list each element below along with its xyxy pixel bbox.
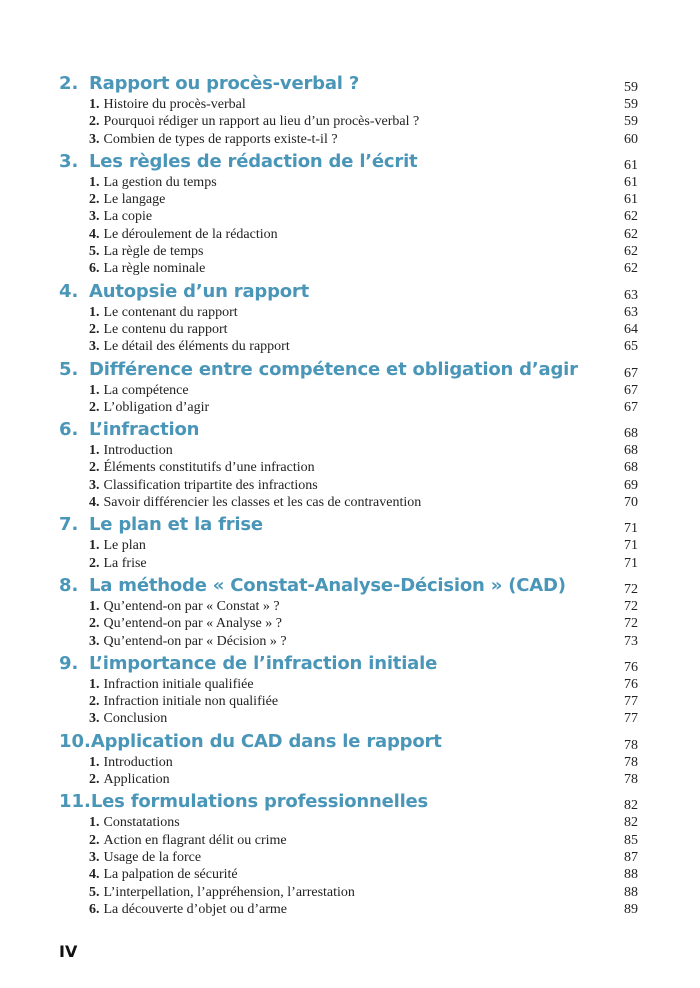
section-title: Les règles de rédaction de l’écrit <box>89 150 418 172</box>
entry-number: 2. <box>89 321 100 337</box>
toc-entry[interactable] <box>59 227 638 244</box>
toc-entry-label <box>89 694 278 710</box>
toc-entry-label <box>89 322 228 338</box>
entry-number: 5. <box>89 884 100 900</box>
entry-number: 1. <box>89 382 100 398</box>
entry-number: 3. <box>89 477 100 493</box>
toc-section-heading-left <box>59 151 417 172</box>
entry-title: La palpation de sécurité <box>103 867 238 883</box>
toc-entry-label <box>89 711 167 727</box>
toc-entry[interactable] <box>59 443 638 460</box>
entry-page-number: 77 <box>624 711 638 727</box>
entry-page-number: 67 <box>624 382 638 398</box>
section-page-number: 78 <box>624 737 638 753</box>
entry-title: Infraction initiale non qualifiée <box>103 694 279 710</box>
entry-title: Pourquoi rédiger un rapport au lieu d’un procès-verbal ? <box>103 114 420 130</box>
toc-section-heading-left <box>59 419 199 440</box>
entry-title: Savoir différencier les classes et les cas de contravention <box>103 495 422 511</box>
toc-section-heading[interactable] <box>59 653 638 677</box>
entry-title: La frise <box>103 555 147 571</box>
toc-section <box>59 73 638 149</box>
entry-title: Infraction initiale qualifiée <box>103 676 254 692</box>
entry-number: 3. <box>89 849 100 865</box>
toc-entry[interactable] <box>59 175 638 192</box>
section-number: 10. <box>59 730 91 752</box>
toc-entry-label <box>89 97 246 113</box>
section-number: 8. <box>59 574 79 596</box>
section-number: 11. <box>59 791 91 813</box>
toc-section-heading[interactable] <box>59 151 638 175</box>
entry-title: Éléments constitutifs d’une infraction <box>103 460 315 476</box>
entry-number: 2. <box>89 399 100 415</box>
section-number: 5. <box>59 358 79 380</box>
toc-entry-label <box>89 755 173 771</box>
entry-number: 2. <box>89 832 100 848</box>
toc-section-heading-left <box>59 73 359 94</box>
section-page-number: 82 <box>624 798 638 814</box>
section-page-number: 72 <box>624 581 638 597</box>
toc-entry-label <box>89 677 254 693</box>
entry-number: 2. <box>89 192 100 208</box>
toc-section <box>59 359 638 418</box>
toc-entry[interactable] <box>59 192 638 209</box>
toc-entry-label <box>89 383 189 399</box>
toc-entry-label <box>89 815 180 831</box>
entry-title: Application <box>103 772 170 788</box>
entry-number: 4. <box>89 867 100 883</box>
section-title: Autopsie d’un rapport <box>89 280 310 302</box>
entry-number: 1. <box>89 443 100 459</box>
section-title: Le plan et la frise <box>89 514 263 536</box>
toc-entry[interactable] <box>59 815 638 832</box>
entry-page-number: 88 <box>624 884 638 900</box>
entry-number: 2. <box>89 772 100 788</box>
toc-section <box>59 791 638 919</box>
toc-entry[interactable] <box>59 383 638 400</box>
entry-page-number: 62 <box>624 261 638 277</box>
entry-title: La règle de temps <box>103 244 204 260</box>
entry-number: 2. <box>89 114 100 130</box>
toc-section <box>59 151 638 279</box>
toc-section <box>59 514 638 573</box>
entry-page-number: 71 <box>624 538 638 554</box>
entry-page-number: 89 <box>624 901 638 917</box>
entry-page-number: 72 <box>624 616 638 632</box>
toc-entry-label <box>89 902 287 918</box>
toc-section-heading[interactable] <box>59 575 638 599</box>
toc-section-heading-left <box>59 731 442 752</box>
entry-number: 3. <box>89 633 100 649</box>
section-title: Les formulations professionnelles <box>90 791 429 813</box>
section-number: 9. <box>59 652 79 674</box>
section-title: Rapport ou procès-verbal ? <box>89 73 360 94</box>
entry-page-number: 78 <box>624 772 638 788</box>
entry-number: 1. <box>89 538 100 554</box>
entry-page-number: 64 <box>624 321 638 337</box>
toc-entry[interactable] <box>59 867 638 884</box>
toc-entry[interactable] <box>59 244 638 261</box>
entry-page-number: 68 <box>624 443 638 459</box>
toc-entry[interactable] <box>59 599 638 616</box>
toc-entry[interactable] <box>59 97 638 114</box>
toc-entry[interactable] <box>59 305 638 322</box>
entry-title: L’interpellation, l’appréhension, l’arrestation <box>103 884 355 900</box>
table-of-contents <box>59 71 638 919</box>
toc-entry-label <box>89 443 173 459</box>
toc-section <box>59 653 638 729</box>
entry-title: Le langage <box>103 192 166 208</box>
entry-title: L’obligation d’agir <box>103 399 210 415</box>
toc-entry-label <box>89 227 278 243</box>
toc-entry[interactable] <box>59 261 638 278</box>
entry-page-number: 88 <box>624 867 638 883</box>
section-page-number: 59 <box>624 80 638 95</box>
entry-number: 2. <box>89 616 100 632</box>
entry-page-number: 73 <box>624 633 638 649</box>
entry-page-number: 63 <box>624 304 638 320</box>
toc-entry[interactable] <box>59 495 638 512</box>
section-number: 3. <box>59 150 79 172</box>
toc-entry-label <box>89 850 201 866</box>
toc-entry[interactable] <box>59 833 638 850</box>
toc-entry[interactable] <box>59 885 638 902</box>
toc-entry[interactable] <box>59 114 638 131</box>
toc-section-heading-left <box>59 791 428 812</box>
toc-entry-label <box>89 867 238 883</box>
toc-section <box>59 281 638 357</box>
toc-entry-label <box>89 634 287 650</box>
entry-title: Le contenu du rapport <box>103 321 228 337</box>
entry-number: 4. <box>89 495 100 511</box>
entry-title: Histoire du procès-verbal <box>103 97 246 112</box>
entry-title: Constatations <box>103 815 180 831</box>
toc-entry-label <box>89 478 318 494</box>
entry-title: Qu’entend-on par « Constat » ? <box>103 598 280 614</box>
toc-section-heading-left <box>59 653 437 674</box>
toc-entry[interactable] <box>59 711 638 728</box>
toc-entry[interactable] <box>59 755 638 772</box>
entry-title: Combien de types de rapports existe-t-il ? <box>103 131 338 147</box>
entry-page-number: 76 <box>624 676 638 692</box>
entry-page-number: 69 <box>624 477 638 493</box>
toc-section <box>59 575 638 651</box>
toc-entry-label <box>89 599 280 615</box>
toc-entry-label <box>89 772 170 788</box>
section-page-number: 71 <box>624 521 638 537</box>
toc-section-heading-left <box>59 575 566 596</box>
entry-number: 1. <box>89 598 100 614</box>
entry-number: 4. <box>89 226 100 242</box>
entry-title: Le plan <box>103 538 146 554</box>
section-page-number: 76 <box>624 659 638 675</box>
page-number: IV <box>59 942 78 961</box>
toc-entry[interactable] <box>59 902 638 919</box>
entry-page-number: 68 <box>624 460 638 476</box>
section-title: Application du CAD dans le rapport <box>90 730 442 752</box>
toc-section-heading[interactable] <box>59 359 638 383</box>
section-number: 2. <box>59 73 79 94</box>
entry-page-number: 72 <box>624 598 638 614</box>
entry-page-number: 78 <box>624 754 638 770</box>
entry-title: Qu’entend-on par « Analyse » ? <box>103 616 282 632</box>
entry-page-number: 77 <box>624 694 638 710</box>
toc-entry-label <box>89 833 287 849</box>
entry-title: Conclusion <box>103 711 168 727</box>
entry-number: 1. <box>89 676 100 692</box>
section-page-number: 67 <box>624 365 638 381</box>
toc-section-heading[interactable] <box>59 514 638 538</box>
entry-number: 6. <box>89 901 100 917</box>
entry-number: 2. <box>89 460 100 476</box>
toc-entry-label <box>89 305 238 321</box>
entry-title: Le déroulement de la rédaction <box>103 226 278 242</box>
toc-section-heading-left <box>59 514 263 535</box>
toc-entry-label <box>89 261 205 277</box>
entry-number: 3. <box>89 131 100 147</box>
toc-section-heading[interactable] <box>59 419 638 443</box>
entry-page-number: 61 <box>624 174 638 190</box>
toc-entry-label <box>89 175 217 191</box>
section-number: 7. <box>59 514 79 536</box>
entry-page-number: 62 <box>624 244 638 260</box>
toc-entry[interactable] <box>59 634 638 651</box>
section-title: La méthode « Constat-Analyse-Décision » (CAD) <box>89 574 566 596</box>
entry-number: 3. <box>89 209 100 225</box>
toc-entry-label <box>89 495 421 511</box>
entry-page-number: 82 <box>624 815 638 831</box>
toc-entry[interactable] <box>59 132 638 149</box>
toc-entry-label <box>89 460 315 476</box>
entry-page-number: 60 <box>624 131 638 147</box>
toc-section-heading[interactable] <box>59 281 638 305</box>
entry-number: 1. <box>89 97 100 112</box>
entry-title: Qu’entend-on par « Décision » ? <box>103 633 287 649</box>
entry-number: 3. <box>89 711 100 727</box>
entry-title: Le détail des éléments du rapport <box>103 339 290 355</box>
section-title: Différence entre compétence et obligation d’agir <box>89 358 578 380</box>
section-number: 4. <box>59 280 79 302</box>
toc-entry-label <box>89 538 146 554</box>
entry-number: 2. <box>89 694 100 710</box>
entry-number: 1. <box>89 815 100 831</box>
toc-entry-label <box>89 885 355 901</box>
toc-entry-label <box>89 556 147 572</box>
section-number: 6. <box>59 419 79 441</box>
entry-page-number: 71 <box>624 555 638 571</box>
entry-page-number: 87 <box>624 849 638 865</box>
entry-page-number: 65 <box>624 339 638 355</box>
entry-number: 1. <box>89 304 100 320</box>
toc-entry[interactable] <box>59 694 638 711</box>
toc-section-heading[interactable] <box>59 73 638 97</box>
entry-title: Classification tripartite des infractions <box>103 477 318 493</box>
section-page-number: 61 <box>624 157 638 173</box>
entry-title: La copie <box>103 209 153 225</box>
toc-entry-label <box>89 339 290 355</box>
section-page-number: 63 <box>624 287 638 303</box>
entry-number: 5. <box>89 244 100 260</box>
entry-title: Introduction <box>103 754 173 770</box>
toc-entry[interactable] <box>59 322 638 339</box>
toc-entry-label <box>89 400 209 416</box>
toc-entry[interactable] <box>59 400 638 417</box>
toc-entry-label <box>89 616 282 632</box>
entry-number: 1. <box>89 754 100 770</box>
entry-title: La découverte d’objet ou d’arme <box>103 901 287 917</box>
toc-entry[interactable] <box>59 478 638 495</box>
section-title: L’infraction <box>89 419 200 441</box>
toc-entry-label <box>89 132 338 148</box>
entry-page-number: 62 <box>624 209 638 225</box>
toc-entry[interactable] <box>59 538 638 555</box>
toc-entry[interactable] <box>59 460 638 477</box>
entry-title: La compétence <box>103 382 189 398</box>
toc-entry[interactable] <box>59 339 638 356</box>
entry-title: Le contenant du rapport <box>103 304 238 320</box>
entry-number: 1. <box>89 174 100 190</box>
toc-entry[interactable] <box>59 209 638 226</box>
toc-entry[interactable] <box>59 772 638 789</box>
entry-number: 2. <box>89 555 100 571</box>
section-title: L’importance de l’infraction initiale <box>89 652 438 674</box>
entry-page-number: 59 <box>624 114 638 130</box>
toc-section-heading-left <box>59 359 578 380</box>
entry-page-number: 61 <box>624 192 638 208</box>
toc-entry[interactable] <box>59 556 638 573</box>
entry-title: Introduction <box>103 443 173 459</box>
toc-entry[interactable] <box>59 616 638 633</box>
entry-title: La gestion du temps <box>103 174 217 190</box>
entry-title: Usage de la force <box>103 849 202 865</box>
toc-entry-label <box>89 244 203 260</box>
entry-page-number: 85 <box>624 832 638 848</box>
section-page-number: 68 <box>624 426 638 442</box>
entry-title: La règle nominale <box>103 261 206 277</box>
entry-number: 6. <box>89 261 100 277</box>
toc-entry-label <box>89 114 419 130</box>
toc-section-heading[interactable] <box>59 791 638 815</box>
toc-section-heading-left <box>59 281 309 302</box>
toc-entry-label <box>89 209 152 225</box>
entry-page-number: 59 <box>624 97 638 112</box>
toc-section-heading[interactable] <box>59 731 638 755</box>
toc-entry[interactable] <box>59 850 638 867</box>
toc-section <box>59 419 638 512</box>
entry-page-number: 70 <box>624 495 638 511</box>
entry-title: Action en flagrant délit ou crime <box>103 832 287 848</box>
toc-entry-label <box>89 192 165 208</box>
toc-entry[interactable] <box>59 677 638 694</box>
entry-number: 3. <box>89 339 100 355</box>
entry-page-number: 67 <box>624 399 638 415</box>
entry-page-number: 62 <box>624 226 638 242</box>
toc-section <box>59 731 638 790</box>
